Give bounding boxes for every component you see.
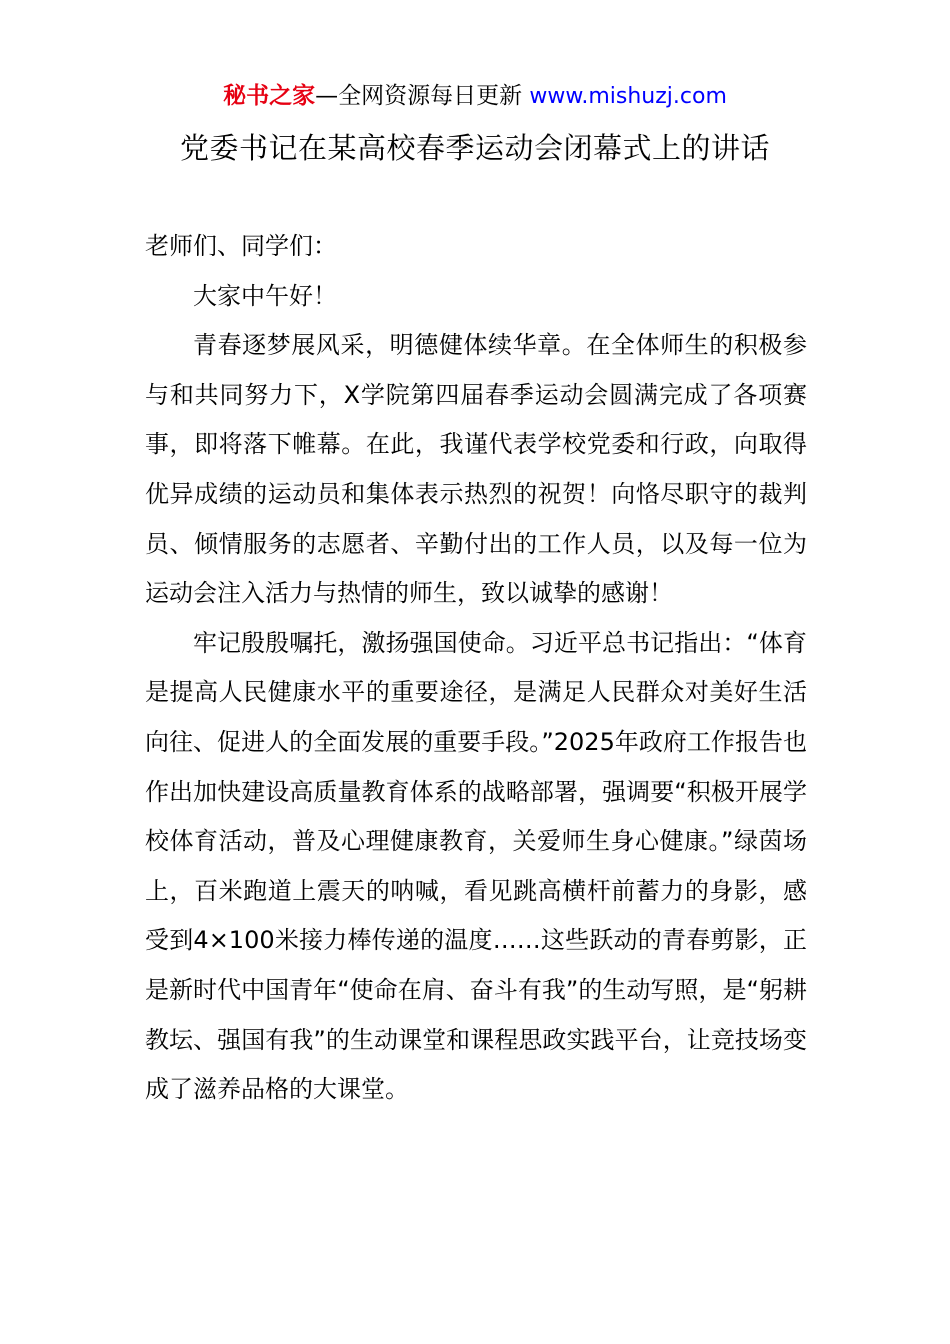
site-header <box>0 80 950 113</box>
paragraph-1: 青春逐梦展风采，明德健体续华章。在全体师生的积极参与和共同努力下，X学院第四届春季运动会圆满完成了各项赛事，即将落下帷幕。在此，我谨代表学校党委和行政，向取得优异成绩的运动员和集体表示热烈的祝贺！向恪尽职守的裁判员、倾情服务的志愿者、辛勤付出的工作人员，以及每一位为运动会注入活力与热情的师生，致以诚挚的感谢！ <box>145 331 807 608</box>
site-tagline: —全网资源每日更新 <box>315 83 523 109</box>
site-url-link[interactable]: www.mishuzj.com <box>529 84 727 109</box>
site-brand: 秘书之家 <box>223 83 316 109</box>
document-body <box>145 222 807 1115</box>
greeting: 大家中午好！ <box>193 281 337 310</box>
paragraph-2: 牢记殷殷嘱托，激扬强国使命。习近平总书记指出：“体育是提高人民健康水平的重要途径，是满足人民群众对美好生活向往、促进人的全面发展的重要手段。”2025年政府工作报告也作出加快建设高质量教育体系的战略部署，强调要“积极开展学校体育活动，普及心理健康教育，关爱师生身心健康。”绿茵场上，百米跑道上震天的呐喊，看见跳高横杆前蓄力的身影，感受到4×100米接力棒传递的温度……这些跃动的青春剪影，正是新时代中国青年“使命在肩、奋斗有我”的生动写照，是“躬耕教坛、强国有我”的生动课堂和课程思政实践平台，让竞技场变成了滋养品格的大课堂。 <box>145 628 807 1104</box>
salutation: 老师们、同学们： <box>145 232 337 260</box>
document-title: 党委书记在某高校春季运动会闭幕式上的讲话 <box>179 131 770 165</box>
